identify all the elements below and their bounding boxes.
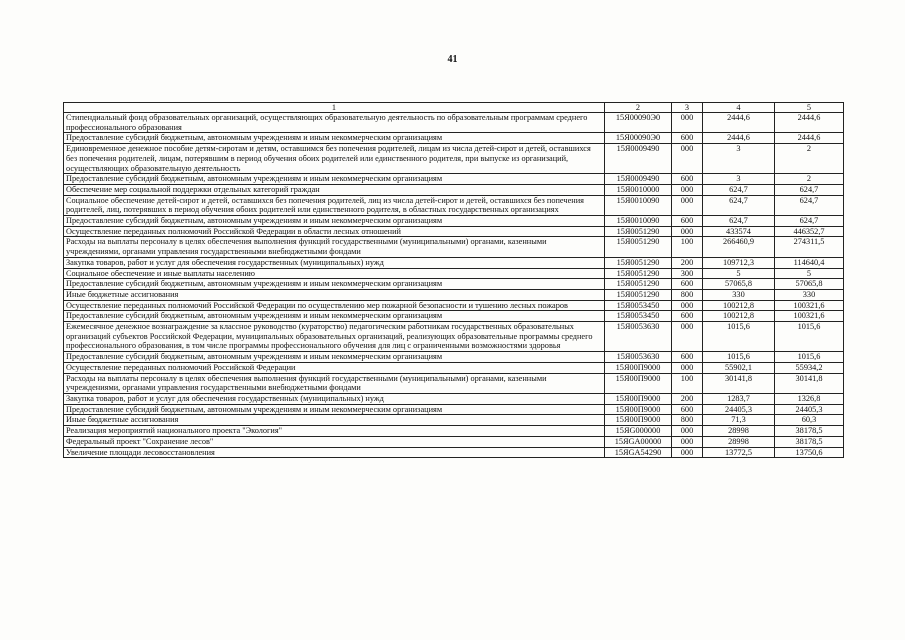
table-row bbox=[64, 237, 844, 257]
cell-code: 15Я0051290 bbox=[605, 268, 672, 279]
table-row bbox=[64, 184, 844, 195]
cell-code: 15Я00П9000 bbox=[605, 373, 672, 393]
header-cell-type: 3 bbox=[672, 103, 703, 113]
cell-code: 15ЯG000000 bbox=[605, 426, 672, 437]
cell-name: Осуществление переданных полномочий Российской Федерации в области лесных отношений bbox=[64, 226, 605, 237]
cell-amount-year2: 13750,6 bbox=[775, 447, 844, 458]
budget-table bbox=[63, 102, 844, 458]
cell-amount-year1: 266460,9 bbox=[703, 237, 775, 257]
table-row bbox=[64, 436, 844, 447]
cell-expense-type: 000 bbox=[672, 184, 703, 195]
cell-code: 15Я00П9000 bbox=[605, 362, 672, 373]
cell-code: 15Я0053630 bbox=[605, 322, 672, 352]
cell-amount-year1: 55902,1 bbox=[703, 362, 775, 373]
cell-code: 15ЯGA54290 bbox=[605, 447, 672, 458]
table-row bbox=[64, 322, 844, 352]
cell-code: 15Я0051290 bbox=[605, 257, 672, 268]
cell-amount-year2: 2444,6 bbox=[775, 133, 844, 144]
cell-name: Федеральный проект "Сохранение лесов" bbox=[64, 436, 605, 447]
cell-amount-year1: 30141,8 bbox=[703, 373, 775, 393]
table-body bbox=[64, 113, 844, 458]
cell-expense-type: 200 bbox=[672, 393, 703, 404]
cell-expense-type: 000 bbox=[672, 436, 703, 447]
cell-name: Социальное обеспечение и иные выплаты населению bbox=[64, 268, 605, 279]
table-row bbox=[64, 174, 844, 185]
cell-code: 15Я00090Э0 bbox=[605, 133, 672, 144]
cell-amount-year1: 433574 bbox=[703, 226, 775, 237]
cell-expense-type: 800 bbox=[672, 289, 703, 300]
cell-code: 15Я0009490 bbox=[605, 144, 672, 174]
cell-name: Закупка товаров, работ и услуг для обеспечения государственных (муниципальных) нужд bbox=[64, 257, 605, 268]
cell-code: 15Я0009490 bbox=[605, 174, 672, 185]
cell-name: Обеспечение мер социальной поддержки отдельных категорий граждан bbox=[64, 184, 605, 195]
header-cell-year1: 4 bbox=[703, 103, 775, 113]
table-row bbox=[64, 393, 844, 404]
cell-amount-year2: 1015,6 bbox=[775, 322, 844, 352]
cell-amount-year1: 24405,3 bbox=[703, 404, 775, 415]
cell-amount-year2: 624,7 bbox=[775, 216, 844, 227]
cell-expense-type: 300 bbox=[672, 268, 703, 279]
cell-amount-year1: 1015,6 bbox=[703, 322, 775, 352]
cell-amount-year1: 28998 bbox=[703, 436, 775, 447]
cell-code: 15Я0051290 bbox=[605, 237, 672, 257]
cell-name: Предоставление субсидий бюджетным, автономным учреждениям и иным некоммерческим организациям bbox=[64, 174, 605, 185]
cell-amount-year1: 5 bbox=[703, 268, 775, 279]
cell-amount-year1: 109712,3 bbox=[703, 257, 775, 268]
cell-code: 15Я00П9000 bbox=[605, 404, 672, 415]
cell-expense-type: 600 bbox=[672, 174, 703, 185]
cell-expense-type: 000 bbox=[672, 362, 703, 373]
cell-code: 15Я0010090 bbox=[605, 216, 672, 227]
cell-code: 15Я0051290 bbox=[605, 289, 672, 300]
cell-amount-year1: 624,7 bbox=[703, 184, 775, 195]
cell-amount-year1: 624,7 bbox=[703, 195, 775, 215]
header-cell-code: 2 bbox=[605, 103, 672, 113]
table-row bbox=[64, 257, 844, 268]
cell-amount-year2: 5 bbox=[775, 268, 844, 279]
cell-amount-year2: 1015,6 bbox=[775, 352, 844, 363]
cell-code: 15Я00П9000 bbox=[605, 415, 672, 426]
cell-amount-year2: 624,7 bbox=[775, 195, 844, 215]
table-row bbox=[64, 289, 844, 300]
table-row bbox=[64, 311, 844, 322]
cell-name: Предоставление субсидий бюджетным, автономным учреждениям и иным некоммерческим организациям bbox=[64, 352, 605, 363]
cell-amount-year2: 24405,3 bbox=[775, 404, 844, 415]
cell-expense-type: 000 bbox=[672, 447, 703, 458]
cell-amount-year2: 330 bbox=[775, 289, 844, 300]
cell-name: Увеличение площади лесовосстановления bbox=[64, 447, 605, 458]
cell-amount-year2: 57065,8 bbox=[775, 279, 844, 290]
cell-name: Закупка товаров, работ и услуг для обеспечения государственных (муниципальных) нужд bbox=[64, 393, 605, 404]
table-row bbox=[64, 133, 844, 144]
cell-expense-type: 600 bbox=[672, 311, 703, 322]
cell-code: 15Я0051290 bbox=[605, 279, 672, 290]
cell-expense-type: 000 bbox=[672, 226, 703, 237]
table-row bbox=[64, 415, 844, 426]
cell-code: 15Я00090Э0 bbox=[605, 113, 672, 133]
cell-name: Ежемесячное денежное вознаграждение за классное руководство (кураторство) педагогическим работникам государственных образовательных организаций субъектов Российской Федерации, муниципальных образовательных организаций, реализующих образовательные программы среднего профессионального образования, в том числе программы профессионального обучения для лиц с ограниченными возможностями здоровья bbox=[64, 322, 605, 352]
cell-expense-type: 800 bbox=[672, 415, 703, 426]
page-number: 41 bbox=[447, 54, 458, 65]
cell-expense-type: 000 bbox=[672, 322, 703, 352]
cell-expense-type: 000 bbox=[672, 300, 703, 311]
cell-expense-type: 600 bbox=[672, 352, 703, 363]
cell-name: Расходы на выплаты персоналу в целях обеспечения выполнения функций государственными (муниципальными) органами, казенными учреждениями, органами управления государственными внебюджетными фондами bbox=[64, 237, 605, 257]
cell-expense-type: 000 bbox=[672, 426, 703, 437]
cell-amount-year1: 2444,6 bbox=[703, 113, 775, 133]
cell-amount-year2: 2 bbox=[775, 174, 844, 185]
cell-expense-type: 100 bbox=[672, 237, 703, 257]
cell-amount-year2: 60,3 bbox=[775, 415, 844, 426]
cell-name: Реализация мероприятий национального проекта "Экология" bbox=[64, 426, 605, 437]
cell-amount-year1: 100212,8 bbox=[703, 311, 775, 322]
cell-amount-year2: 274311,5 bbox=[775, 237, 844, 257]
cell-code: 15Я0010000 bbox=[605, 184, 672, 195]
cell-amount-year2: 30141,8 bbox=[775, 373, 844, 393]
cell-expense-type: 000 bbox=[672, 144, 703, 174]
cell-expense-type: 000 bbox=[672, 195, 703, 215]
table-header-row bbox=[64, 103, 844, 113]
cell-amount-year1: 3 bbox=[703, 144, 775, 174]
cell-code: 15Я00П9000 bbox=[605, 393, 672, 404]
cell-amount-year2: 114640,4 bbox=[775, 257, 844, 268]
cell-name: Стипендиальный фонд образовательных организаций, осуществляющих образовательную деятельность по образовательным программам среднего профессионального образования bbox=[64, 113, 605, 133]
cell-code: 15Я0053450 bbox=[605, 311, 672, 322]
cell-expense-type: 600 bbox=[672, 133, 703, 144]
cell-name: Расходы на выплаты персоналу в целях обеспечения выполнения функций государственными (муниципальными) органами, казенными учреждениями, органами управления государственными внебюджетными фондами bbox=[64, 373, 605, 393]
cell-expense-type: 600 bbox=[672, 216, 703, 227]
cell-amount-year1: 1283,7 bbox=[703, 393, 775, 404]
cell-name: Предоставление субсидий бюджетным, автономным учреждениям и иным некоммерческим организациям bbox=[64, 133, 605, 144]
cell-amount-year1: 330 bbox=[703, 289, 775, 300]
cell-name: Предоставление субсидий бюджетным, автономным учреждениям и иным некоммерческим организациям bbox=[64, 404, 605, 415]
table-row bbox=[64, 216, 844, 227]
cell-amount-year1: 13772,5 bbox=[703, 447, 775, 458]
cell-expense-type: 100 bbox=[672, 373, 703, 393]
cell-code: 15Я0053630 bbox=[605, 352, 672, 363]
table-row bbox=[64, 279, 844, 290]
table-row bbox=[64, 362, 844, 373]
cell-name: Предоставление субсидий бюджетным, автономным учреждениям и иным некоммерческим организациям bbox=[64, 216, 605, 227]
cell-amount-year2: 2 bbox=[775, 144, 844, 174]
cell-code: 15Я0010090 bbox=[605, 195, 672, 215]
cell-amount-year1: 57065,8 bbox=[703, 279, 775, 290]
cell-amount-year1: 100212,8 bbox=[703, 300, 775, 311]
table-row bbox=[64, 144, 844, 174]
table-row bbox=[64, 268, 844, 279]
table-row bbox=[64, 113, 844, 133]
header-cell-name: 1 bbox=[64, 103, 605, 113]
cell-name: Предоставление субсидий бюджетным, автономным учреждениям и иным некоммерческим организациям bbox=[64, 279, 605, 290]
table-row bbox=[64, 373, 844, 393]
table-row bbox=[64, 352, 844, 363]
table-row bbox=[64, 404, 844, 415]
cell-amount-year2: 100321,6 bbox=[775, 311, 844, 322]
header-cell-year2: 5 bbox=[775, 103, 844, 113]
cell-name: Единовременное денежное пособие детям-сиротам и детям, оставшимся без попечения родителей, лицам из числа детей-сирот и детей, оставшихся без попечения родителей, лицам, потерявшим в период обучения обоих родителей или единственного родителя, при выпуске из организаций, осуществляющих образовательную деятельность bbox=[64, 144, 605, 174]
table-row bbox=[64, 195, 844, 215]
cell-code: 15Я0053450 bbox=[605, 300, 672, 311]
cell-amount-year2: 624,7 bbox=[775, 184, 844, 195]
cell-code: 15Я0051290 bbox=[605, 226, 672, 237]
cell-name: Предоставление субсидий бюджетным, автономным учреждениям и иным некоммерческим организациям bbox=[64, 311, 605, 322]
cell-name: Осуществление переданных полномочий Российской Федерации bbox=[64, 362, 605, 373]
cell-name: Социальное обеспечение детей-сирот и детей, оставшихся без попечения родителей, лиц из числа детей-сирот и детей, оставшихся без попечения родителей, лиц, потерявших в период обучения обоих родителей или единственного родителя, в областных государственных организациях bbox=[64, 195, 605, 215]
cell-amount-year2: 38178,5 bbox=[775, 426, 844, 437]
cell-amount-year1: 2444,6 bbox=[703, 133, 775, 144]
cell-amount-year2: 1326,8 bbox=[775, 393, 844, 404]
cell-amount-year2: 38178,5 bbox=[775, 436, 844, 447]
cell-expense-type: 000 bbox=[672, 113, 703, 133]
cell-amount-year1: 1015,6 bbox=[703, 352, 775, 363]
cell-amount-year2: 100321,6 bbox=[775, 300, 844, 311]
cell-amount-year2: 446352,7 bbox=[775, 226, 844, 237]
cell-expense-type: 600 bbox=[672, 279, 703, 290]
cell-amount-year2: 55934,2 bbox=[775, 362, 844, 373]
cell-amount-year1: 71,3 bbox=[703, 415, 775, 426]
cell-expense-type: 200 bbox=[672, 257, 703, 268]
table-row bbox=[64, 447, 844, 458]
cell-name: Иные бюджетные ассигнования bbox=[64, 415, 605, 426]
cell-name: Иные бюджетные ассигнования bbox=[64, 289, 605, 300]
cell-code: 15ЯGA00000 bbox=[605, 436, 672, 447]
cell-amount-year2: 2444,6 bbox=[775, 113, 844, 133]
cell-amount-year1: 3 bbox=[703, 174, 775, 185]
cell-amount-year1: 28998 bbox=[703, 426, 775, 437]
cell-amount-year1: 624,7 bbox=[703, 216, 775, 227]
table-row bbox=[64, 426, 844, 437]
cell-expense-type: 600 bbox=[672, 404, 703, 415]
table-row bbox=[64, 300, 844, 311]
cell-name: Осуществление переданных полномочий Российской Федерации по осуществлению мер пожарной безопасности и тушению лесных пожаров bbox=[64, 300, 605, 311]
table-row bbox=[64, 226, 844, 237]
